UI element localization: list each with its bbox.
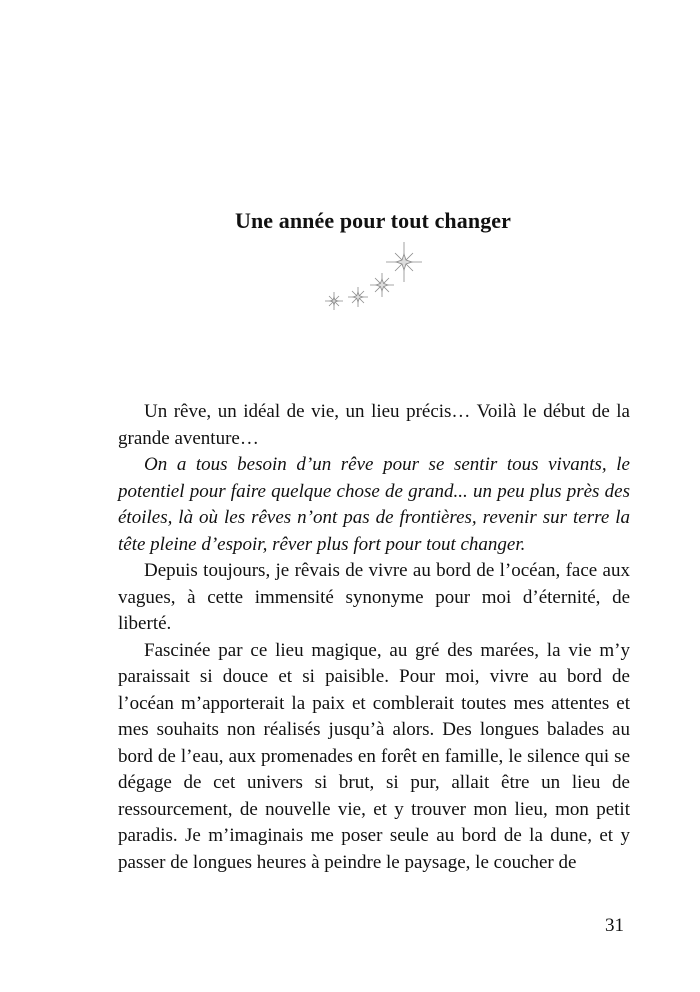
page-number: 31 — [605, 915, 624, 936]
paragraph-2-italic-quote: On a tous besoin d’un rêve pour se sentir tous vivants, le potentiel pour faire quelque chose de grand... un peu plus près des étoiles, là où les rêves n’ont pas de frontières, revenir sur terre la tête pleine d’espoir, rêver plus fort pour tout changer. — [118, 454, 630, 555]
paragraph-3: Depuis toujours, je rêvais de vivre au bord de l’océan, face aux vagues, à cette immensité synonyme pour moi d’éternité, de liberté. — [118, 560, 630, 634]
paragraph-4: Fascinée par ce lieu magique, au gré des marées, la vie m’y paraissait si douce et si paisible. Pour moi, vivre au bord de l’océan m’apporterait la paix et comblerait toutes mes attentes et mes souhaits non réalisés jusqu’à alors. Des longues balades au bord de l’eau, aux promenades en forêt en famille, le silence qui se dégage de cet univers si brut, si pur, allait être un lieu de ressourcement, de nouvelle vie, et y trouver mon lieu, mon petit paradis. Je m’imaginais me poser seule au bord de la dune, et y passer de longues heures à peindre le paysage, le coucher de — [118, 639, 630, 873]
chapter-title: Une année pour tout changer — [234, 208, 512, 233]
paragraph-1: Un rêve, un idéal de vie, un lieu précis… Voilà le début de la grande aventure… — [118, 401, 630, 449]
chapter-body — [118, 399, 630, 876]
sparkle-stars-icon — [312, 240, 432, 320]
